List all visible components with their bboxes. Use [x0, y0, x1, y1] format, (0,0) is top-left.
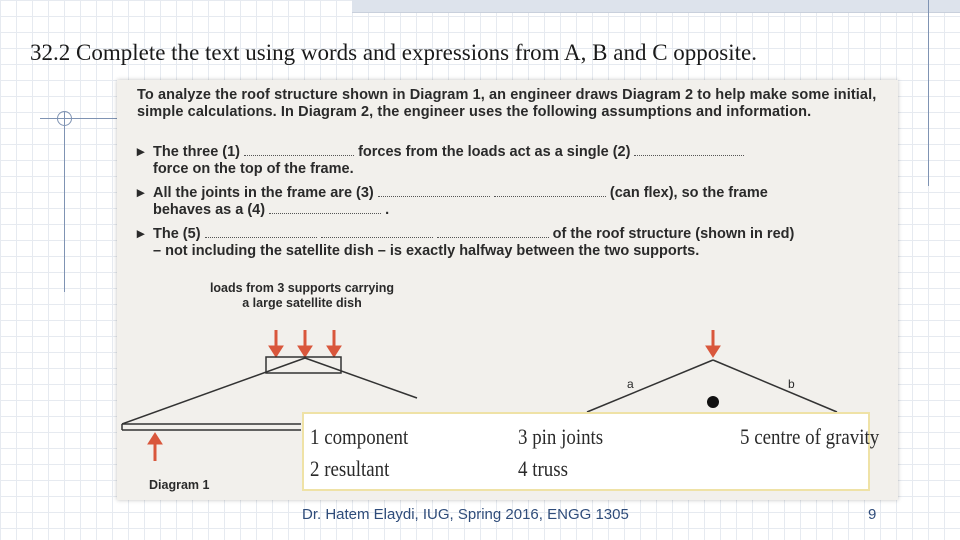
diagram-1-label: Diagram 1 — [149, 478, 210, 492]
bullet-item-1 — [137, 144, 877, 178]
slide-title: 32.2 Complete the text using words and expressions from A, B and C opposite. — [30, 40, 757, 65]
decorative-circle-icon — [57, 111, 72, 126]
blank-5a — [205, 226, 317, 238]
label-a: a — [627, 377, 634, 391]
left-horizontal-rule — [40, 118, 118, 119]
blank-3a — [378, 185, 490, 197]
answer-option: 4 truss — [518, 456, 568, 481]
blank-3b — [494, 185, 606, 197]
bullet-arrow-icon: ▸ — [137, 226, 145, 242]
bullet-1-part-1: The three (1) — [153, 144, 241, 160]
bullet-3-part-3: – not including the satellite dish – is exactly halfway between the two supports. — [153, 243, 700, 259]
bullet-3-part-2: of the roof structure (shown in red) — [552, 226, 795, 242]
answer-option: 1 component — [310, 424, 409, 449]
bullet-1-part-2: forces from the loads act as a single (2) — [358, 144, 631, 160]
right-vertical-rule — [928, 0, 929, 186]
label-b: b — [788, 377, 795, 391]
bullet-3-part-1: The (5) — [153, 226, 201, 242]
answer-option: 2 resultant — [310, 456, 390, 481]
centre-of-gravity-dot — [707, 396, 719, 408]
bullet-item-2 — [137, 185, 877, 219]
intro-paragraph: To analyze the roof structure shown in Diagram 1, an engineer draws Diagram 2 to help make some initial, simple calculations. In Diagram 2, the engineer uses the following assumptions and information. — [137, 87, 877, 120]
bullet-2-part-2: (can flex), so the frame — [609, 185, 768, 201]
answer-option: 3 pin joints — [518, 424, 604, 449]
slide-footer: Dr. Hatem Elaydi, IUG, Spring 2016, ENGG 1305 — [302, 506, 629, 523]
top-decoration-bar — [352, 0, 960, 13]
bullet-item-3 — [137, 226, 877, 260]
blank-5c — [437, 226, 549, 238]
bullet-2-part-4: . — [385, 202, 390, 218]
left-vertical-rule — [64, 112, 65, 292]
blank-2 — [634, 144, 744, 156]
bullet-arrow-icon: ▸ — [137, 144, 145, 160]
blank-1 — [244, 144, 354, 156]
answer-option: 5 centre of gravity — [740, 424, 880, 449]
blank-5b — [321, 226, 433, 238]
bullet-arrow-icon: ▸ — [137, 185, 145, 201]
blank-4 — [269, 202, 381, 214]
answer-options-box — [302, 412, 880, 491]
bullet-2-part-3: behaves as a (4) — [153, 202, 266, 218]
bullet-1-part-3: force on the top of the frame. — [153, 161, 354, 177]
page-number: 9 — [868, 506, 877, 523]
loads-label: loads from 3 supports carrying a large satellite dish — [209, 281, 395, 310]
bullet-2-part-1: All the joints in the frame are (3) — [153, 185, 374, 201]
